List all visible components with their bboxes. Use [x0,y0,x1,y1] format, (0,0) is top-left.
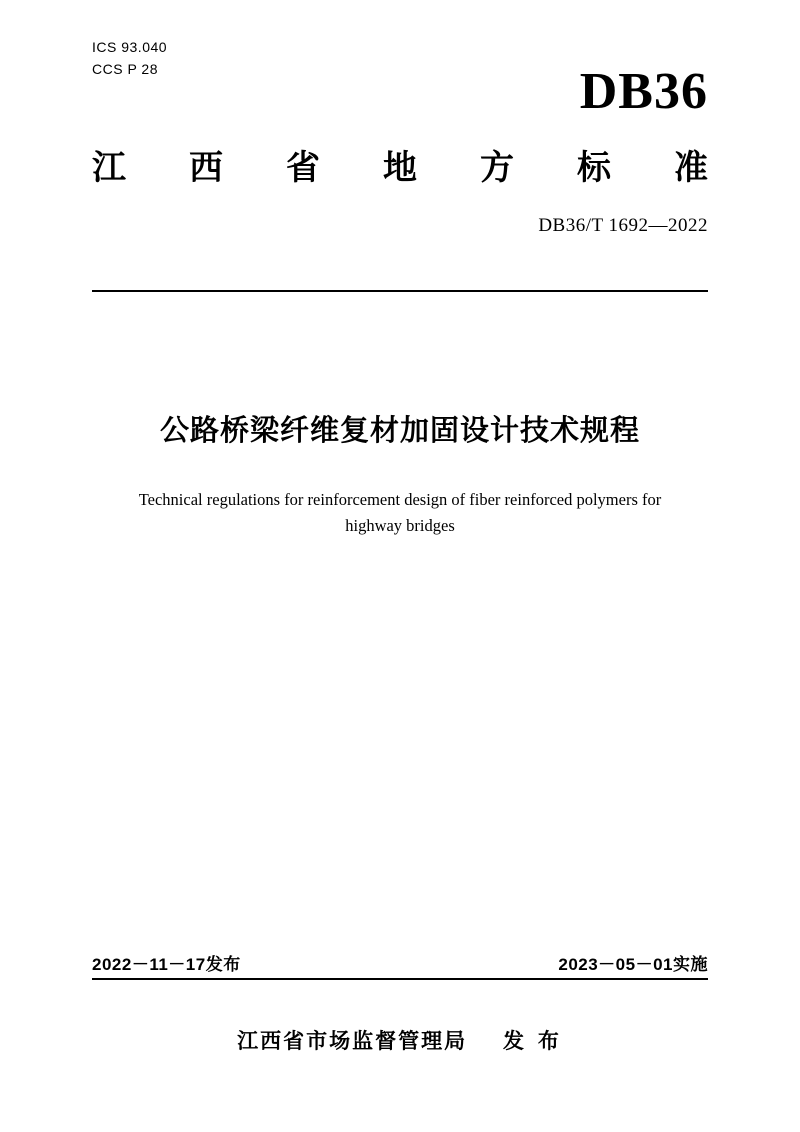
ccs-code: CCS P 28 [92,61,158,77]
dates-row [92,950,708,975]
effective-date: 2023－05－01实施 [558,955,708,974]
province-title-char-4: 地 [383,149,417,187]
province-title-char-2: 西 [189,149,223,187]
ics-code: ICS 93.040 [92,39,168,55]
issuer-name: 江西省市场监督管理局 [237,1030,468,1053]
province-title-char-6: 标 [577,149,611,187]
province-title-char-5: 方 [480,149,514,187]
province-title-char-1: 江 [92,149,126,187]
classification-codes [92,36,167,80]
document-title-chinese: 公路桥梁纤维复材加固设计技术规程 [159,415,640,447]
province-title-char-7: 准 [674,149,708,187]
document-title-english [100,487,700,539]
province-standard-title [92,148,708,188]
issuer-row [0,1025,800,1055]
issuer-action: 发 布 [503,1030,563,1053]
document-title-english-line1: Technical regulations for reinforcement design of fiber reinforced polymers for [138,490,662,509]
standard-mark: DB36 [579,63,708,120]
province-title-char-3: 省 [286,149,320,187]
document-title-english-line2: highway bridges [345,516,455,535]
standard-number: DB36/T 1692—2022 [538,215,708,236]
header-divider [92,290,708,292]
issue-date: 2022－11－17发布 [92,955,241,974]
footer-divider [92,978,708,980]
